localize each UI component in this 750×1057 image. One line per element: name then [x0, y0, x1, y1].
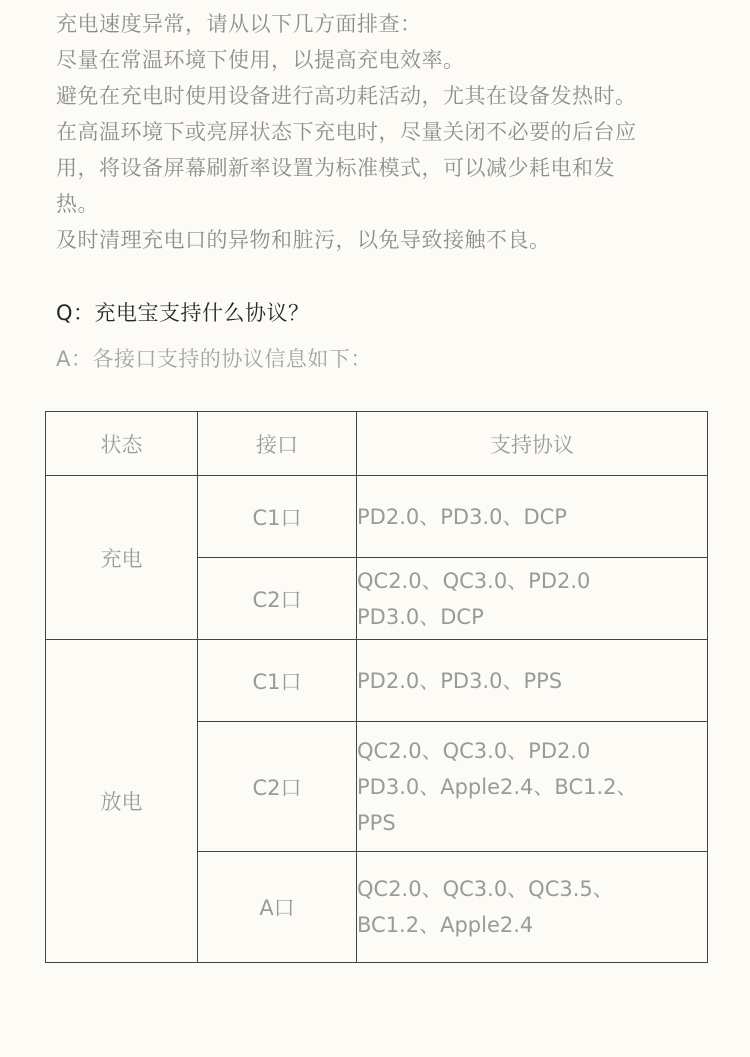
troubleshooting-tips — [56, 6, 706, 258]
tip-line: 尽量在常温环境下使用，以提高充电效率。 — [56, 48, 465, 72]
protocols-cell — [357, 558, 708, 640]
faq-answer: A：各接口支持的协议信息如下： — [56, 347, 372, 371]
header-port: 接口 — [198, 412, 357, 476]
protocols-cell — [357, 476, 708, 558]
tip-line: 避免在充电时使用设备进行高功耗活动，尤其在设备发热时。 — [56, 84, 637, 108]
protocol-line: QC2.0、QC3.0、PD2.0 — [357, 568, 591, 593]
protocol-line: PD2.0、PD3.0、DCP — [357, 504, 567, 529]
protocol-line: QC2.0、QC3.0、QC3.5、 — [357, 877, 614, 901]
state-cell-charging: 充电 — [46, 476, 198, 640]
tip-line: 在高温环境下或亮屏状态下充电时，尽量关闭不必要的后台应 — [56, 120, 637, 144]
protocols-cell — [357, 852, 708, 963]
table-header-row — [46, 412, 708, 476]
port-cell: C1口 — [198, 640, 357, 722]
port-cell: C2口 — [198, 722, 357, 852]
protocol-line: PD2.0、PD3.0、PPS — [357, 668, 563, 693]
protocol-line: PPS — [357, 810, 396, 835]
tip-line: 热。 — [56, 192, 99, 216]
port-cell: A口 — [198, 852, 357, 963]
protocol-table — [45, 411, 708, 963]
protocol-line: BC1.2、Apple2.4 — [357, 913, 534, 937]
tip-line: 充电速度异常，请从以下几方面排查： — [56, 12, 422, 36]
state-cell-discharging: 放电 — [46, 640, 198, 963]
tip-line: 及时清理充电口的异物和脏污，以免导致接触不良。 — [56, 228, 551, 252]
protocols-cell — [357, 722, 708, 852]
protocol-line: PD3.0、DCP — [357, 604, 484, 629]
table-row — [46, 476, 708, 558]
port-cell: C2口 — [198, 558, 357, 640]
port-cell: C1口 — [198, 476, 357, 558]
header-state: 状态 — [46, 412, 198, 476]
tip-line: 用，将设备屏幕刷新率设置为标准模式，可以减少耗电和发 — [56, 156, 615, 180]
protocol-line: QC2.0、QC3.0、PD2.0 — [357, 738, 591, 763]
header-protocols: 支持协议 — [357, 412, 708, 476]
protocol-line: PD3.0、Apple2.4、BC1.2、 — [357, 774, 638, 799]
table-row — [46, 640, 708, 722]
protocols-cell — [357, 640, 708, 722]
faq-question: Q：充电宝支持什么协议？ — [56, 301, 310, 325]
